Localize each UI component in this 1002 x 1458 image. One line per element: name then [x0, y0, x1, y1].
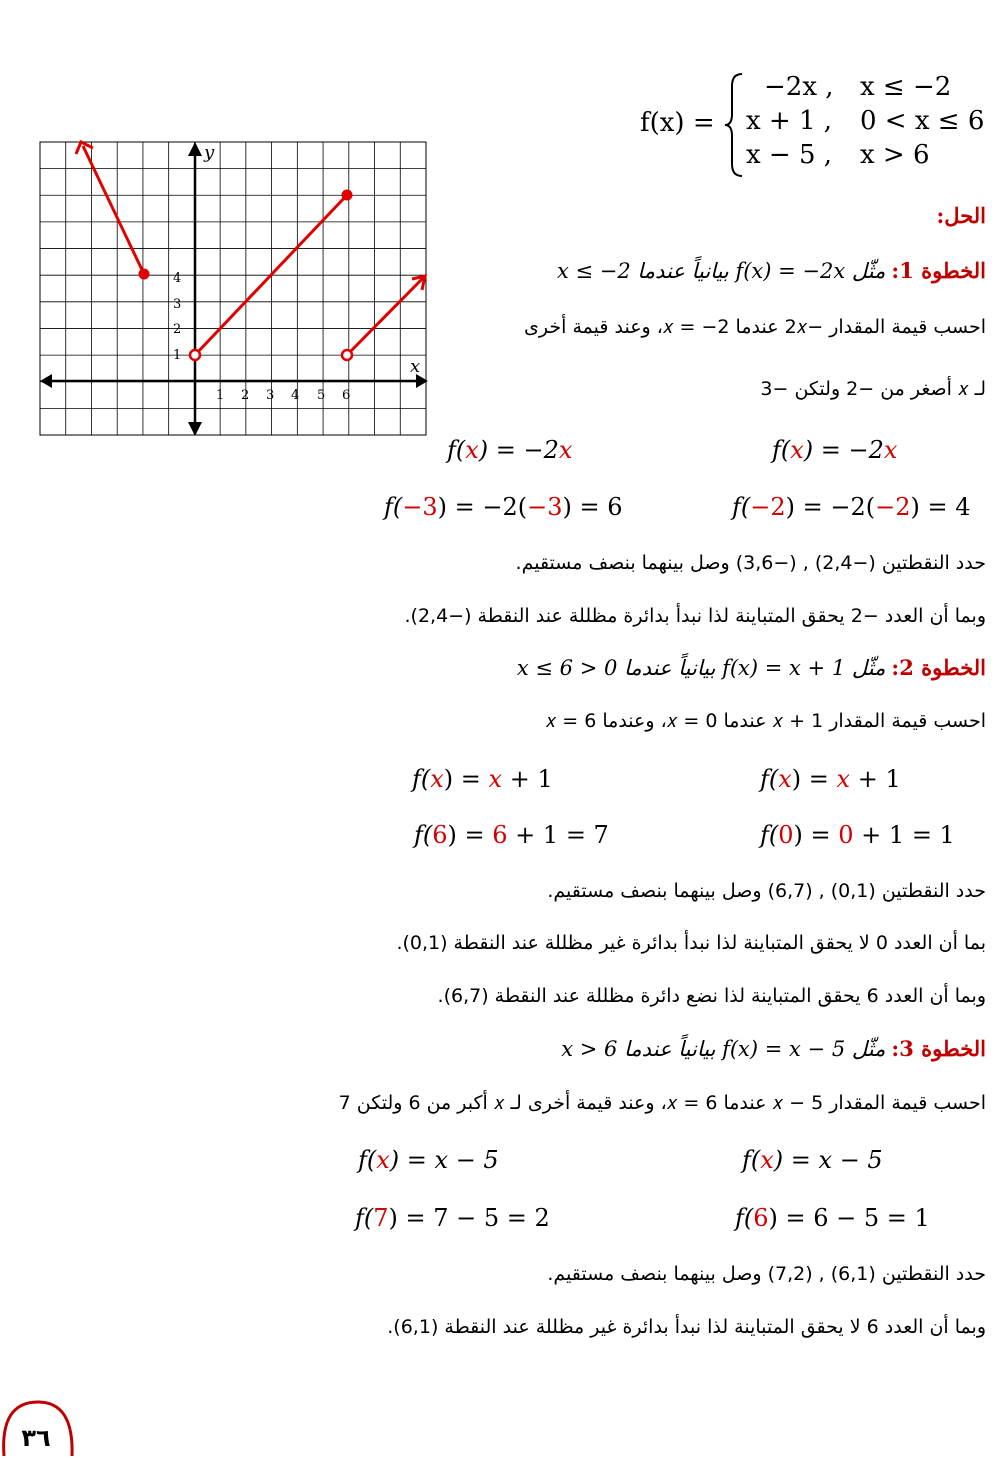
open-dot-point	[342, 350, 352, 360]
graph-grid	[40, 142, 426, 435]
open-dot-point	[190, 350, 200, 360]
piece-3-ray	[347, 278, 423, 355]
piece-cond-3: x > 6	[860, 140, 930, 170]
y-axis-down-arrow-icon	[188, 422, 202, 436]
step3-note-text: وبما أن العدد 6 لا يحقق المتباينة لذا نبدأ بدائرة غير مظللة عند النقطة (6,1).	[387, 1316, 986, 1338]
piece-1-ray	[83, 146, 144, 274]
step2-points	[547, 880, 986, 902]
y-axis-up-arrow-icon	[188, 142, 202, 156]
piece-expr-3: x − 5 ,	[746, 140, 833, 170]
step3-points-text: حدد النقطتين (6,1) , (7,2) وصل بينهما بنصف مستقيم.	[547, 1263, 986, 1285]
step1-eq-right: 𝑓(𝑥) = −2𝑥	[772, 436, 898, 464]
piece-cond-2: 0 < x ≤ 6	[860, 106, 985, 136]
step3-intro	[561, 1036, 986, 1061]
step2-note2-text: وبما أن العدد 6 يحقق المتباينة لذا نضع دائرة مظللة عند النقطة (6,7).	[437, 985, 986, 1007]
piece-expr-2: x + 1 ,	[746, 106, 833, 136]
step2-calc-text: احسب قيمة المقدار 𝑥 + 1 عندما 𝑥 = 0، وعندما 𝑥 = 6	[545, 710, 986, 732]
solution-label	[937, 203, 986, 228]
x-axis-label: x	[410, 356, 421, 377]
step1-label: الخطوة 1:	[891, 258, 986, 283]
piece-cond-1: x ≤ −2	[860, 72, 952, 102]
step2-label: الخطوة 2:	[891, 655, 986, 680]
step2-eq-left: 𝑓(𝑥) = 𝑥 + 1	[412, 765, 553, 793]
y-tick-label: 3	[173, 297, 182, 312]
step1-note-text: وبما أن العدد −2 يحقق المتباينة لذا نبدأ بدائرة مظللة عند النقطة (−2,4).	[404, 605, 986, 627]
step1-calc2	[760, 378, 986, 400]
x-tick-labels	[216, 388, 350, 403]
step1-eq-left: 𝑓(𝑥) = −2𝑥	[447, 436, 573, 464]
y-tick-label: 4	[173, 271, 182, 286]
solution-label-text: الحل:	[936, 203, 986, 228]
step1-eval-left: 𝑓(−3) = −2(−3) = 6	[384, 493, 623, 521]
grid-border	[40, 142, 426, 435]
step1-calc	[524, 316, 986, 338]
closed-dot-point	[139, 269, 150, 280]
step2-eval-left: 𝑓(6) = 6 + 1 = 7	[414, 821, 609, 849]
step3-points	[547, 1263, 986, 1285]
step1-intro	[557, 258, 986, 283]
step3-eval-right: 𝑓(6) = 6 − 5 = 1	[735, 1204, 930, 1232]
x-tick-label: 3	[266, 388, 275, 403]
step1-points	[516, 552, 986, 574]
x-tick-label: 4	[291, 388, 300, 403]
step3-label: الخطوة 3:	[891, 1036, 986, 1061]
step3-calc-text: احسب قيمة المقدار 𝑥 − 5 عندما 𝑥 = 6، وعند قيمة أخرى لـ 𝑥 أكبر من 6 ولتكن 7	[338, 1092, 986, 1114]
step3-eval-left: 𝑓(7) = 7 − 5 = 2	[355, 1204, 550, 1232]
y-tick-label: 2	[173, 322, 182, 337]
function-graph	[38, 140, 430, 440]
piece-expr-1: −2x ,	[764, 72, 834, 102]
step2-points-text: حدد النقطتين (0,1) , (6,7) وصل بينهما بنصف مستقيم.	[547, 880, 986, 902]
step2-note1-text: بما أن العدد 0 لا يحقق المتباينة لذا نبدأ بدائرة غير مظللة عند النقطة (0,1).	[396, 932, 986, 954]
step1-intro-text: مثّل 𝑓(𝑥) = −2𝑥 بيانياً عندما 𝑥 ≤ −2	[556, 259, 886, 283]
step3-intro-text: مثّل 𝑓(𝑥) = 𝑥 − 5 بيانياً عندما 𝑥 > 6	[561, 1037, 886, 1061]
step1-calc-text: احسب قيمة المقدار −2𝑥 عندما 𝑥 = −2، وعند قيمة أخرى	[524, 316, 986, 338]
x-axis-left-arrow-icon	[40, 374, 52, 388]
step2-eval-right: 𝑓(0) = 0 + 1 = 1	[760, 821, 955, 849]
step2-calc	[546, 710, 986, 732]
left-brace-icon	[722, 70, 746, 180]
step2-intro-text: مثّل 𝑓(𝑥) = 𝑥 + 1 بيانياً عندما 0 < 𝑥 ≤ 6	[516, 656, 886, 680]
step3-note	[387, 1316, 986, 1338]
step1-note	[404, 605, 986, 627]
page-number: ٣٦	[21, 1424, 51, 1452]
step1-eval-right: 𝑓(−2) = −2(−2) = 4	[732, 493, 971, 521]
y-tick-label: 1	[173, 348, 182, 363]
step2-note1	[396, 932, 986, 954]
page-number-badge	[0, 1398, 80, 1458]
x-tick-label: 1	[216, 388, 225, 403]
step1-calc2-text: لـ 𝑥 أصغر من −2 ولتكن −3	[760, 378, 986, 400]
x-tick-label: 5	[317, 388, 326, 403]
x-tick-label: 6	[342, 388, 351, 403]
step3-eq-left: 𝑓(𝑥) = 𝑥 − 5	[358, 1146, 499, 1174]
step1-points-text: حدد النقطتين (−2,4) , (−3,6) وصل بينهما بنصف مستقيم.	[515, 552, 986, 574]
y-axis-label: y	[204, 142, 215, 163]
x-tick-label: 2	[241, 388, 250, 403]
closed-dot-point	[342, 190, 353, 201]
step2-eq-right: 𝑓(𝑥) = 𝑥 + 1	[760, 765, 901, 793]
function-lhs: f(x) =	[640, 108, 715, 138]
step3-calc	[339, 1092, 986, 1114]
step3-eq-right: 𝑓(𝑥) = 𝑥 − 5	[742, 1146, 883, 1174]
piecewise-function	[640, 70, 985, 180]
step2-note2	[438, 985, 986, 1007]
step2-intro	[517, 655, 986, 680]
y-tick-labels	[173, 271, 181, 363]
